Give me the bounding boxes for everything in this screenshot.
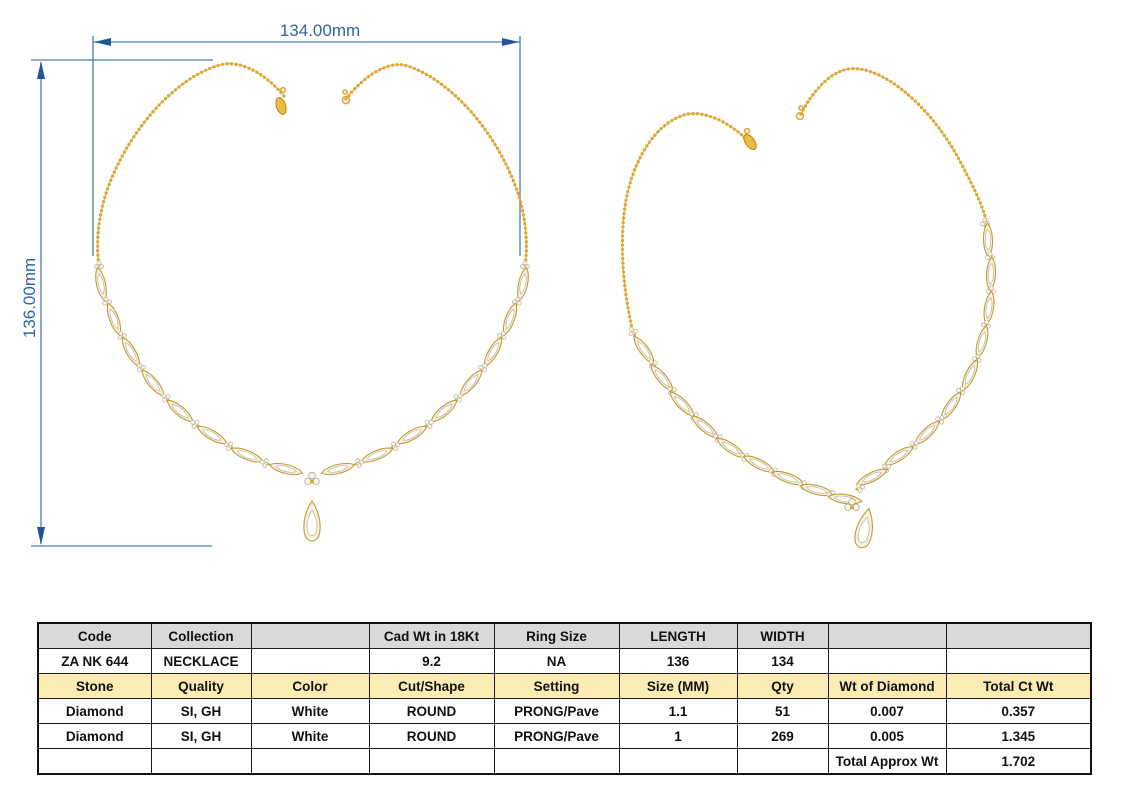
column-header: Cut/Shape <box>369 674 494 699</box>
teardrop-pendant <box>853 507 877 550</box>
lobster-clasp <box>741 129 758 152</box>
table-cell: ZA NK 644 <box>38 649 151 674</box>
necklace-front-view <box>93 64 531 541</box>
table-cell: SI, GH <box>151 724 251 749</box>
column-header: Total Ct Wt <box>946 674 1091 699</box>
marquise-link <box>230 444 265 465</box>
chain-right <box>346 65 526 266</box>
jump-ring <box>797 106 804 119</box>
column-header <box>251 623 369 649</box>
column-header: Wt of Diamond <box>828 674 946 699</box>
marquise-link <box>983 223 993 257</box>
specification-table <box>37 622 1092 775</box>
table-row <box>38 724 1091 749</box>
column-header: Cad Wt in 18Kt <box>369 623 494 649</box>
marquise-link <box>973 324 991 359</box>
table-cell <box>946 649 1091 674</box>
table-cell: 1.345 <box>946 724 1091 749</box>
chain-left <box>98 64 284 266</box>
chain-right <box>801 69 986 220</box>
table-cell: Total Approx Wt <box>828 749 946 775</box>
table-cell: 136 <box>619 649 737 674</box>
table-cell: 134 <box>737 649 828 674</box>
center-cluster <box>305 472 320 484</box>
table-cell <box>369 749 494 775</box>
table-cell: 269 <box>737 724 828 749</box>
table-cell <box>251 749 369 775</box>
marquise-link <box>93 266 109 301</box>
table-cell: NECKLACE <box>151 649 251 674</box>
table-cell: PRONG/Pave <box>494 699 619 724</box>
column-header <box>946 623 1091 649</box>
table-row <box>38 649 1091 674</box>
diamond-link-section-front <box>93 261 531 541</box>
marquise-link <box>395 423 429 448</box>
marquise-link <box>195 423 229 448</box>
table-cell: White <box>251 699 369 724</box>
table-cell: Diamond <box>38 699 151 724</box>
column-header: Color <box>251 674 369 699</box>
table-cell: SI, GH <box>151 699 251 724</box>
table-cell <box>38 749 151 775</box>
column-header: Collection <box>151 623 251 649</box>
width-dimension-label: 134.00mm <box>279 21 361 40</box>
table-cell: 1 <box>619 724 737 749</box>
table-cell <box>828 649 946 674</box>
table-cell: NA <box>494 649 619 674</box>
table-cell <box>619 749 737 775</box>
height-dimension-label: 136.00mm <box>20 257 39 339</box>
column-header: WIDTH <box>737 623 828 649</box>
column-header: Code <box>38 623 151 649</box>
height-dimension <box>31 60 213 546</box>
column-header: Ring Size <box>494 623 619 649</box>
diamond-link-section-side <box>627 218 997 550</box>
marquise-link <box>320 461 355 478</box>
column-header: LENGTH <box>619 623 737 649</box>
table-cell <box>251 649 369 674</box>
table-cell: 51 <box>737 699 828 724</box>
table-cell <box>151 749 251 775</box>
table-cell: Diamond <box>38 724 151 749</box>
marquise-link <box>268 461 303 478</box>
marquise-link <box>515 266 531 301</box>
table-cell: 1.702 <box>946 749 1091 775</box>
teardrop-pendant <box>304 501 320 541</box>
table-cell: 0.357 <box>946 699 1091 724</box>
table-header-row <box>38 623 1091 649</box>
table-row <box>38 699 1091 724</box>
table-cell: White <box>251 724 369 749</box>
column-header <box>828 623 946 649</box>
column-header: Qty <box>737 674 828 699</box>
stone-header-row <box>38 674 1091 699</box>
table-cell <box>494 749 619 775</box>
table-cell: ROUND <box>369 699 494 724</box>
column-header: Setting <box>494 674 619 699</box>
table-cell: ROUND <box>369 724 494 749</box>
column-header: Stone <box>38 674 151 699</box>
marquise-link <box>360 444 395 465</box>
table-cell: 9.2 <box>369 649 494 674</box>
column-header: Size (MM) <box>619 674 737 699</box>
necklace-side-view <box>622 69 996 550</box>
chain-left <box>622 114 748 328</box>
marquise-link <box>982 291 996 326</box>
total-row <box>38 749 1091 775</box>
jump-ring <box>342 90 349 104</box>
width-dimension <box>93 36 520 256</box>
table-cell: PRONG/Pave <box>494 724 619 749</box>
table-cell <box>737 749 828 775</box>
lobster-clasp <box>274 88 288 116</box>
table-cell: 1.1 <box>619 699 737 724</box>
marquise-link <box>630 334 657 367</box>
table-cell: 0.005 <box>828 724 946 749</box>
column-header: Quality <box>151 674 251 699</box>
connector-link <box>627 325 640 338</box>
table-cell: 0.007 <box>828 699 946 724</box>
